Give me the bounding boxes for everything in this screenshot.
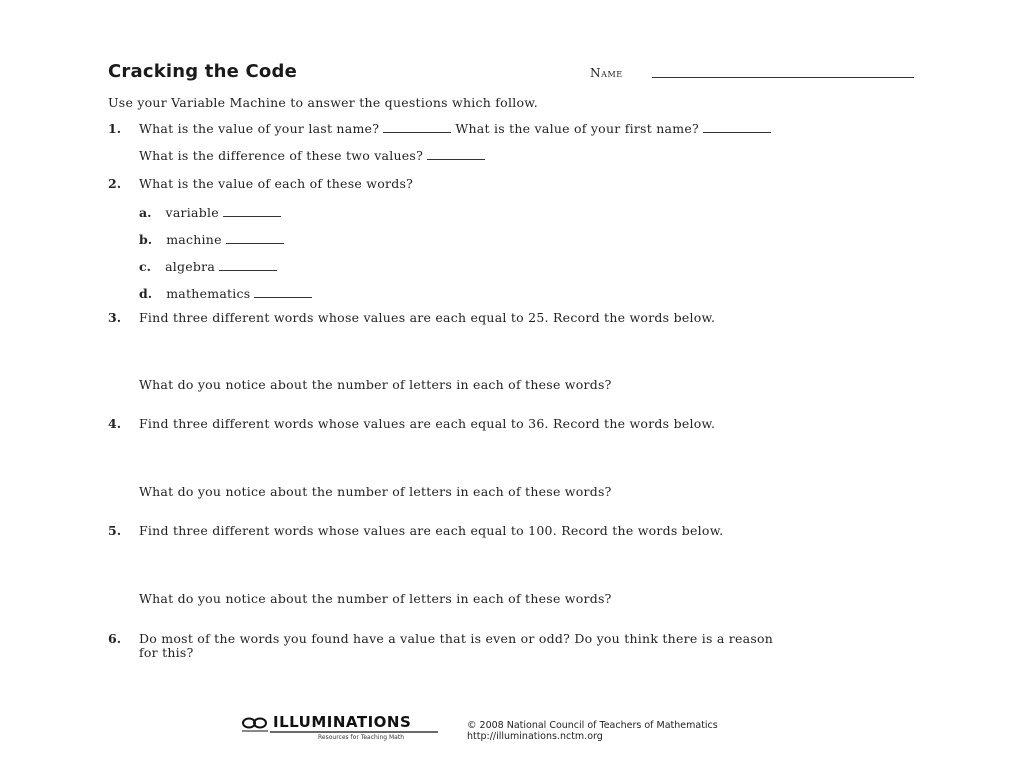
question-2-number: 2.: [108, 176, 122, 191]
algebra-value-blank[interactable]: [219, 270, 277, 271]
question-6-number: 6.: [108, 631, 122, 646]
variable-value-blank[interactable]: [223, 216, 281, 217]
item-word: variable: [165, 205, 219, 220]
item-letter: c.: [139, 259, 151, 274]
question-4-number: 4.: [108, 416, 122, 431]
item-letter: a.: [139, 205, 152, 220]
question-1-first-name-prompt: What is the value of your first name?: [455, 121, 699, 136]
question-5-followup: What do you notice about the number of letters in each of these words?: [139, 591, 612, 606]
question-5-text: Find three different words whose values are each equal to 100. Record the words below.: [139, 523, 724, 538]
question-2-item: [139, 256, 277, 275]
question-4-text: Find three different words whose values are each equal to 36. Record the words below.: [139, 416, 716, 431]
question-1-line-1: [139, 121, 771, 136]
question-1-number: 1.: [108, 121, 122, 136]
question-6-line-1: Do most of the words you found have a value that is even or odd? Do you think there is a reason: [139, 631, 774, 646]
question-2-item: [139, 202, 281, 221]
first-name-value-blank[interactable]: [703, 132, 771, 133]
question-3-number: 3.: [108, 310, 122, 325]
illuminations-logo: [240, 713, 438, 743]
question-3-text: Find three different words whose values are each equal to 25. Record the words below.: [139, 310, 716, 325]
item-word: machine: [166, 232, 222, 247]
question-6-line-2: for this?: [139, 645, 194, 660]
question-2-item: [139, 229, 284, 248]
question-1-last-name-prompt: What is the value of your last name?: [139, 121, 380, 136]
worksheet-title: Cracking the Code: [108, 61, 297, 82]
copyright-block: [467, 720, 718, 742]
mathematics-value-blank[interactable]: [254, 297, 312, 298]
logo-tagline: Resources for Teaching Math: [318, 734, 405, 741]
machine-value-blank[interactable]: [226, 243, 284, 244]
illuminations-wordmark: ILLUMINATIONS: [273, 713, 412, 731]
item-letter: d.: [139, 286, 153, 301]
question-3-followup: What do you notice about the number of letters in each of these words?: [139, 377, 612, 392]
question-5-number: 5.: [108, 523, 122, 538]
footer-url-link[interactable]: http://illuminations.nctm.org: [467, 731, 603, 742]
name-blank-line[interactable]: [652, 77, 914, 78]
item-letter: b.: [139, 232, 153, 247]
question-1-difference-prompt: What is the difference of these two values?: [139, 148, 424, 163]
item-word: algebra: [165, 259, 216, 274]
name-label: Name: [590, 66, 623, 80]
question-2-text: What is the value of each of these words?: [139, 176, 414, 191]
difference-blank[interactable]: [427, 159, 485, 160]
item-word: mathematics: [166, 286, 251, 301]
question-2-item: [139, 283, 312, 302]
question-1-line-2: [139, 148, 485, 163]
copyright-text: © 2008 National Council of Teachers of Mathematics: [467, 720, 718, 731]
last-name-value-blank[interactable]: [383, 132, 451, 133]
question-4-followup: What do you notice about the number of letters in each of these words?: [139, 484, 612, 499]
instructions: Use your Variable Machine to answer the questions which follow.: [108, 95, 538, 110]
